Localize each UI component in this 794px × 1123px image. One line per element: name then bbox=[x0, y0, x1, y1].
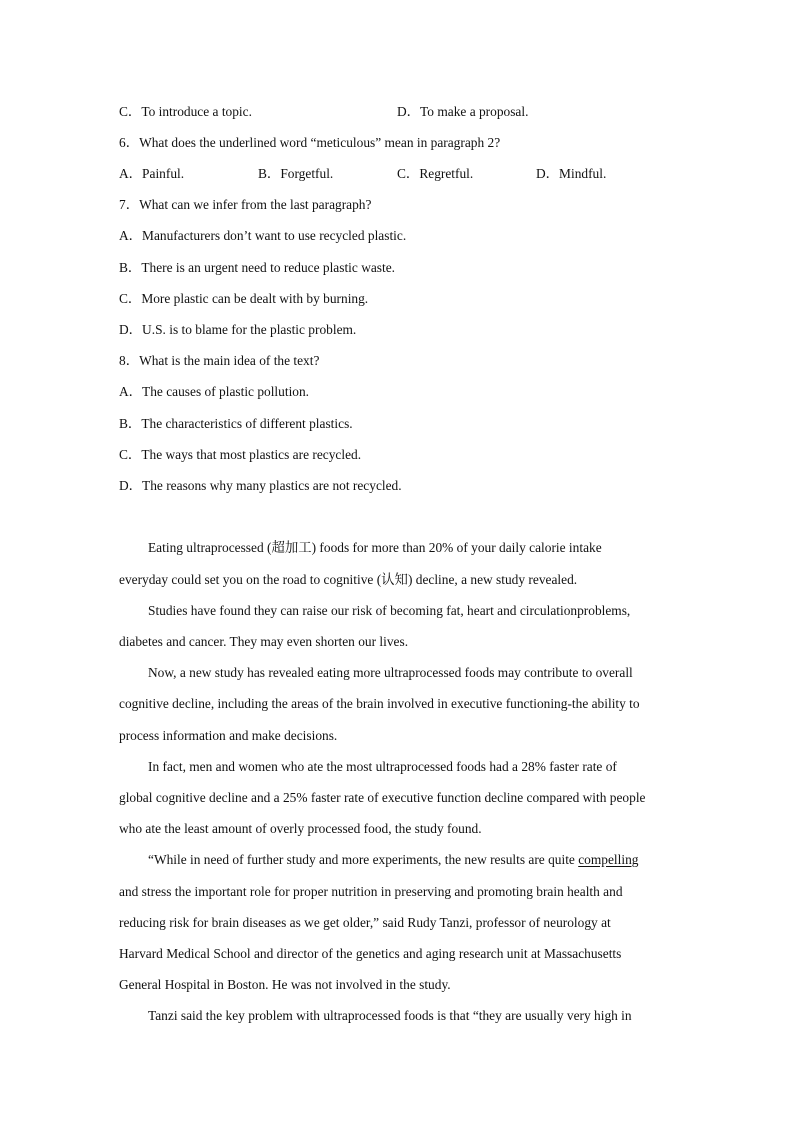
q8-option-b: B．The characteristics of different plastics. bbox=[119, 416, 353, 431]
passage-p3-line2: cognitive decline, including the areas of the brain involved in executive functioning-the ability to bbox=[119, 696, 640, 711]
passage-p2-line2: diabetes and cancer. They may even shorten our lives. bbox=[119, 634, 409, 649]
q6-option-c: C．Regretful. bbox=[397, 166, 474, 181]
passage-p1-line2: everyday could set you on the road to cognitive (认知) decline, a new study revealed. bbox=[119, 572, 578, 587]
q8-stem: 8．What is the main idea of the text? bbox=[119, 353, 320, 368]
passage-p5-line5: General Hospital in Boston. He was not involved in the study. bbox=[119, 977, 451, 992]
passage-p4-line1: In fact, men and women who ate the most ultraprocessed foods had a 28% faster rate of bbox=[148, 759, 617, 774]
q6-option-a: A．Painful. bbox=[119, 166, 185, 181]
passage-p3-line1: Now, a new study has revealed eating more ultraprocessed foods may contribute to overall bbox=[148, 665, 633, 680]
passage-p5-line3: reducing risk for brain diseases as we get older,” said Rudy Tanzi, professor of neurology at bbox=[119, 915, 611, 930]
passage-p2-line1: Studies have found they can raise our risk of becoming fat, heart and circulationproblems, bbox=[148, 603, 631, 618]
underlined-word: compelling bbox=[578, 852, 639, 867]
passage-p5-line4: Harvard Medical School and director of the genetics and aging research unit at Massachusetts bbox=[119, 946, 622, 961]
q6-option-d: D．Mindful. bbox=[536, 166, 607, 181]
q6-option-b: B．Forgetful. bbox=[258, 166, 334, 181]
passage-p5-line1 bbox=[148, 852, 638, 868]
q6-stem-pre: 6．What does the underlined word bbox=[119, 135, 311, 150]
q7-option-b: B．There is an urgent need to reduce plastic waste. bbox=[119, 260, 396, 275]
q7-option-a: A．Manufacturers don’t want to use recycled plastic. bbox=[119, 228, 407, 243]
passage-p4-line3: who ate the least amount of overly processed food, the study found. bbox=[119, 821, 482, 836]
q8-option-d: D．The reasons why many plastics are not recycled. bbox=[119, 478, 402, 493]
passage-p5-line1-pre: “While in need of further study and more experiments, the new results are quite bbox=[148, 852, 579, 867]
passage-p5-line2: and stress the important role for proper nutrition in preserving and promoting brain health and bbox=[119, 884, 623, 899]
q5-option-d: D．To make a proposal. bbox=[397, 104, 529, 119]
q6-stem bbox=[119, 135, 500, 151]
passage-p3-line3: process information and make decisions. bbox=[119, 728, 338, 743]
q7-stem: 7．What can we infer from the last paragraph? bbox=[119, 197, 372, 212]
passage-p4-line2: global cognitive decline and a 25% faster rate of executive function decline compared with people bbox=[119, 790, 646, 805]
q6-stem-post: mean in paragraph 2? bbox=[381, 135, 501, 150]
passage-p1-line1: Eating ultraprocessed (超加工) foods for more than 20% of your daily calorie intake bbox=[148, 540, 602, 555]
q6-stem-word: “meticulous” bbox=[310, 135, 382, 150]
q5-option-c: C．To introduce a topic. bbox=[119, 104, 252, 119]
q7-option-c: C．More plastic can be dealt with by burning. bbox=[119, 291, 369, 306]
passage-p6-line1: Tanzi said the key problem with ultraprocessed foods is that “they are usually very high in bbox=[148, 1008, 632, 1023]
q8-option-a: A．The causes of plastic pollution. bbox=[119, 384, 310, 399]
q8-option-c: C．The ways that most plastics are recycled. bbox=[119, 447, 362, 462]
q7-option-d: D．U.S. is to blame for the plastic problem. bbox=[119, 322, 357, 337]
